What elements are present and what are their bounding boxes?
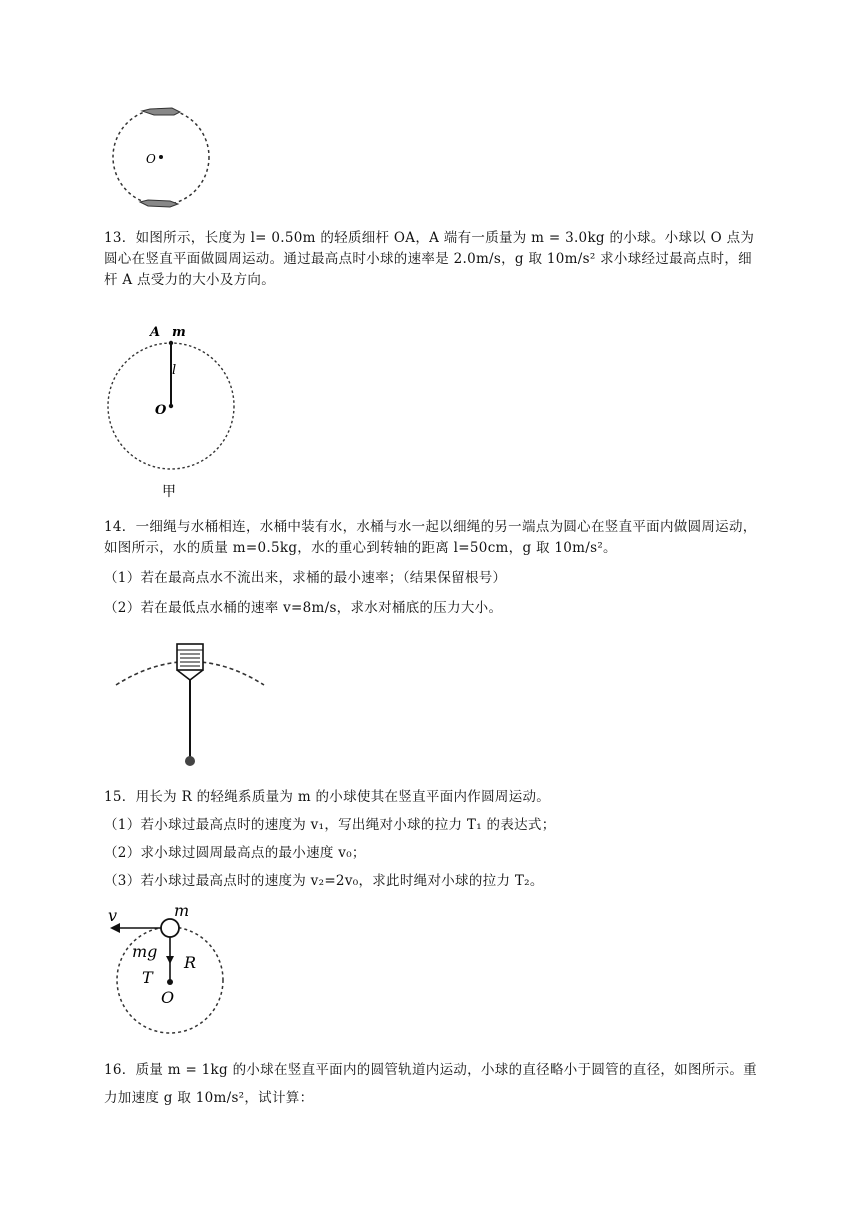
label-a: A <box>150 325 161 340</box>
label-m: m <box>172 325 186 340</box>
label-mg: mg <box>132 942 158 961</box>
question-14-text: 14．一细绳与水桶相连，水桶中装有水，水桶与水一起以细绳的另一端点为圆心在竖直平面内做圆周运动，如图所示，水的质量 m=0.5kg，水的重心到转轴的距离 l=50cm，g 取 10m/s²。 <box>104 519 757 556</box>
question-15-sub3: （3）若小球过最高点时的速度为 v₂=2v₀，求此时绳对小球的拉力 T₂。 <box>104 873 544 889</box>
question-15-sub1: （1）若小球过最高点时的速度为 v₁，写出绳对小球的拉力 T₁ 的表达式； <box>104 817 556 833</box>
question-14-sub2: （2）若在最低点水桶的速率 v=8m/s，求水对桶底的压力大小。 <box>104 600 503 616</box>
figure-q15 <box>104 904 234 1044</box>
label-v: v <box>108 906 118 925</box>
label-o: O <box>161 988 175 1007</box>
question-15-text: 15．用长为 R 的轻绳系质量为 m 的小球使其在竖直平面内作圆周运动。 <box>104 789 551 805</box>
figure-q12 <box>104 100 216 212</box>
question-13-text: 13．如图所示，长度为 l= 0.50m 的轻质细杆 OA，A 端有一质量为 m = 3.0kg 的小球。小球以 O 点为圆心在竖直平面做圆周运动。通过最高点时小球的速率是 2.0m/s，g 取 10m/s² 求小球经过最高点时，细杆 A 点受力的大小及方向。 <box>104 230 755 288</box>
figure-caption: 甲 <box>162 484 176 500</box>
question-14-sub1: （1）若在最高点水不流出来，求桶的最小速率；（结果保留根号） <box>104 570 507 586</box>
label-t: T <box>142 968 153 987</box>
label-m: m <box>174 904 190 920</box>
label-o: O <box>155 403 167 418</box>
question-16-text: 16．质量 m = 1kg 的小球在竖直平面内的圆管轨道内运动，小球的直径略小于圆管的直径，如图所示。重力加速度 g 取 10m/s²，试计算： <box>104 1062 757 1106</box>
center-label: O <box>146 152 156 166</box>
question-15-sub2: （2）求小球过圆周最高点的最小速度 v₀； <box>104 845 366 861</box>
figure-q14 <box>110 640 270 770</box>
figure-q13 <box>104 322 244 502</box>
label-l: l <box>172 363 177 378</box>
label-r: R <box>184 953 197 972</box>
